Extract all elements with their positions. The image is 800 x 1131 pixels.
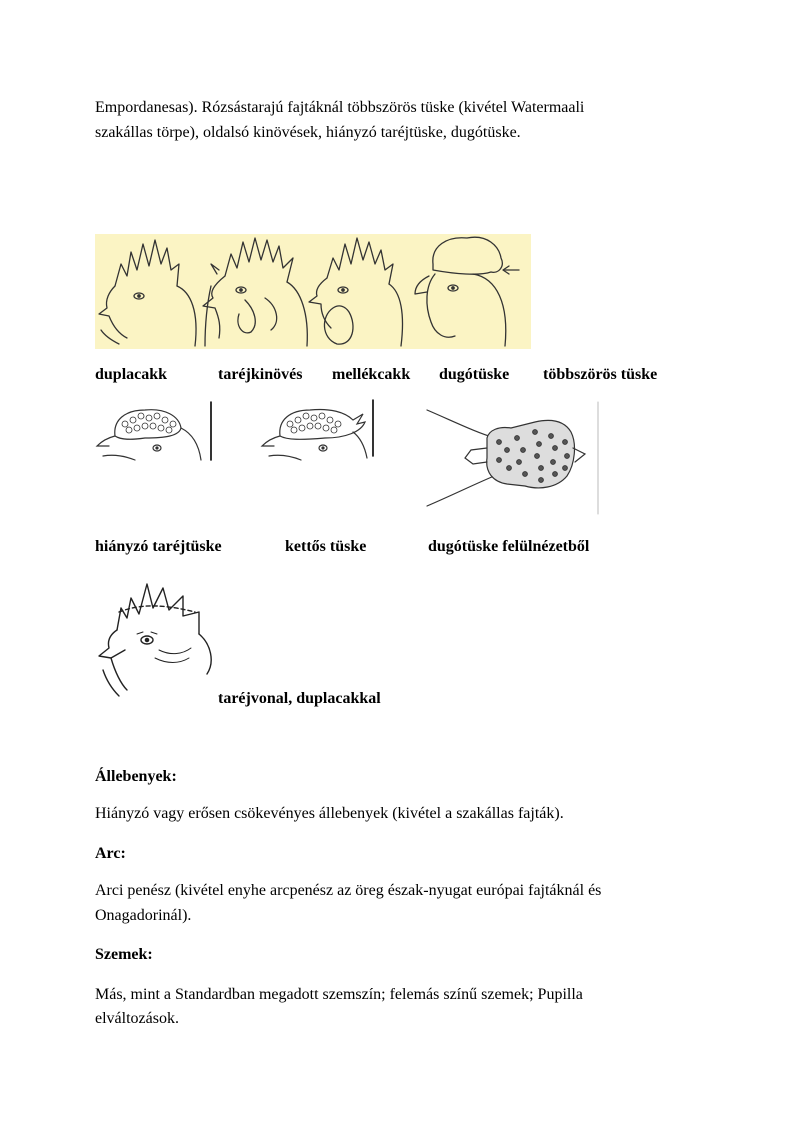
intro-line-2: szakállas törpe), oldalsó kinövések, hiányzó taréjtüske, dugótüske. [95, 124, 521, 141]
label-dugotuske: dugótüske [439, 366, 510, 383]
label-hianyzo-tarejtuske: hiányzó taréjtüske [95, 538, 222, 555]
arc-text-line-1: Arci penész (kivétel enyhe arcpenész az öreg észak-nyugat európai fajtáknál és [95, 882, 602, 899]
heading-arc: Arc: [95, 845, 126, 862]
arc-text-line-2: Onagadorinál). [95, 907, 192, 924]
szemek-text-line-1: Más, mint a Standardban megadott szemszín; felemás színű szemek; Pupilla [95, 986, 583, 1003]
comb-faults-illustration [95, 234, 531, 349]
label-tarejvonal-duplacakkal: taréjvonal, duplacakkal [218, 690, 381, 707]
heading-allebenyek: Állebenyek: [95, 768, 177, 785]
allebenyek-text: Hiányzó vagy erősen csökevényes állebenyek (kivétel a szakállas fajták). [95, 805, 564, 822]
intro-line-1: Empordanesas). Rózsástarajú fajtáknál többszörös tüske (kivétel Watermaali [95, 99, 585, 116]
label-mellekcakk: mellékcakk [332, 366, 411, 383]
label-kettos-tuske: kettős tüske [285, 538, 367, 555]
label-duplacakk: duplacakk [95, 366, 168, 383]
label-dugotuske-felulnezetbol: dugótüske felülnézetből [428, 538, 590, 555]
comb-line-illustration [95, 578, 217, 703]
rose-comb-spike-illustration [95, 398, 600, 518]
label-tarejkinoves: taréjkinövés [218, 366, 303, 383]
heading-szemek: Szemek: [95, 946, 153, 963]
label-tobbszoros-tuske: többszörös tüske [543, 366, 658, 383]
szemek-text-line-2: elváltozások. [95, 1010, 179, 1027]
